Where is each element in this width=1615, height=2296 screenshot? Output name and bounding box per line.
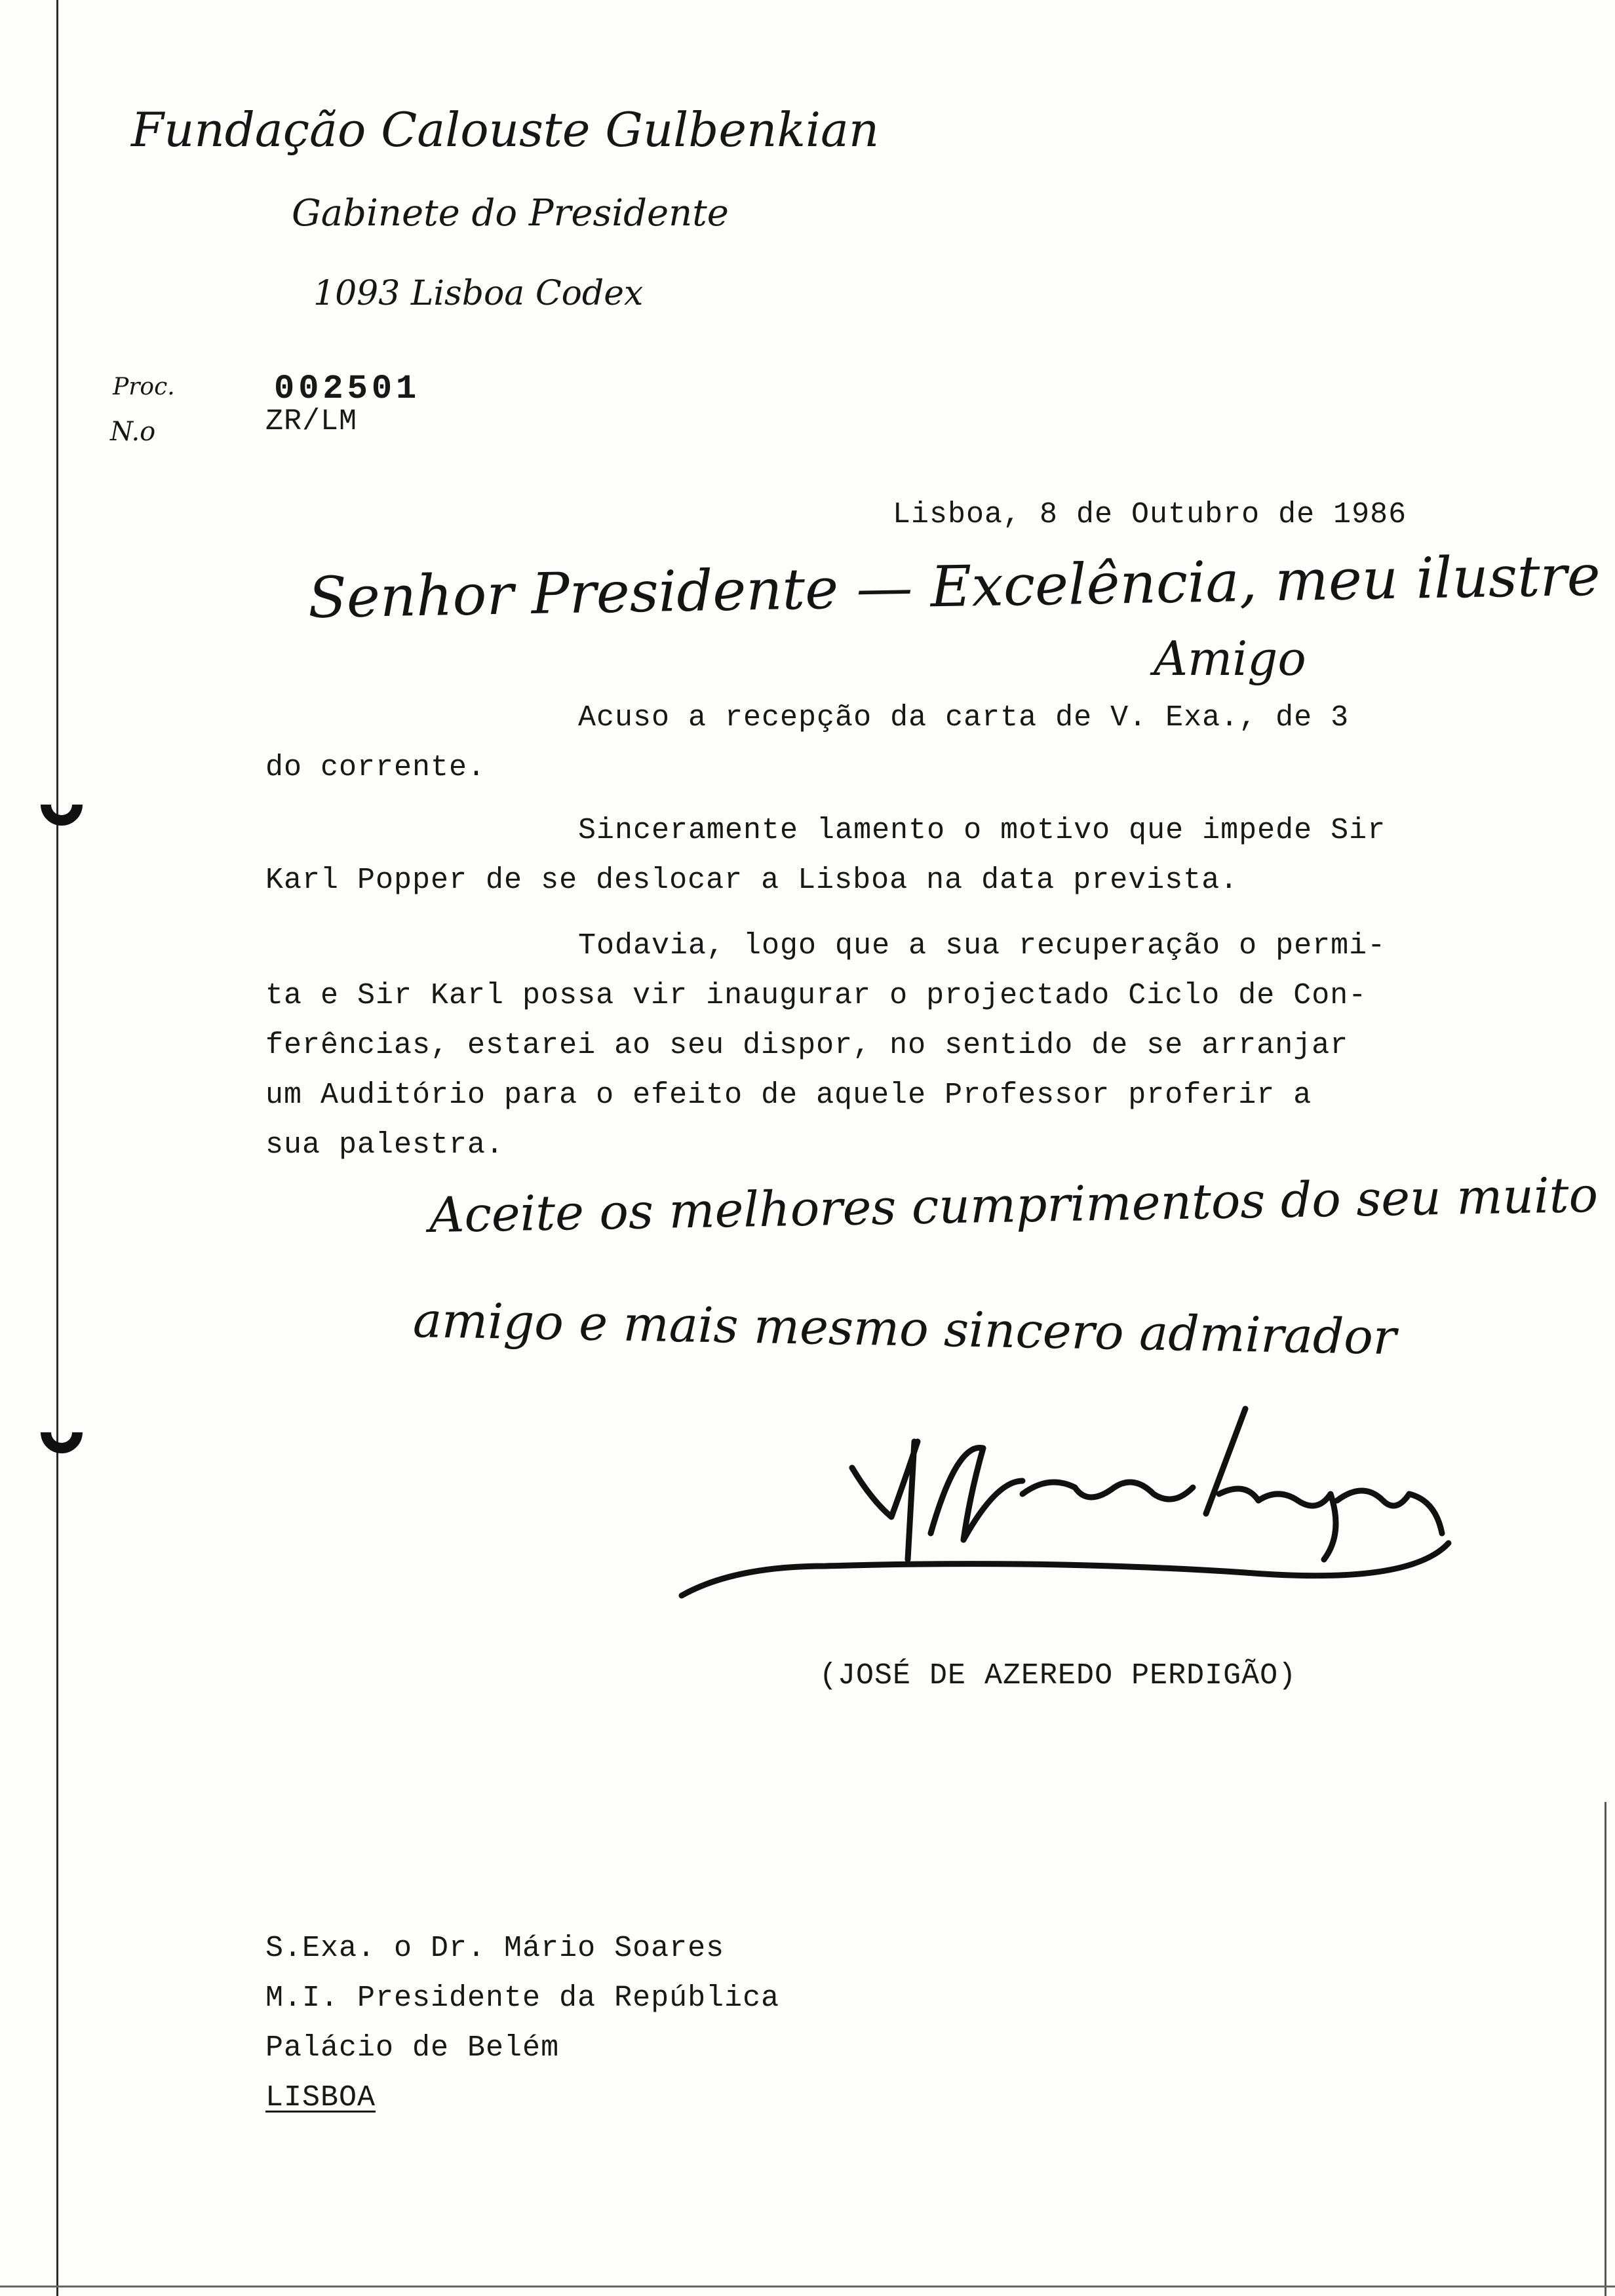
para2-line1: Sinceramente lamento o motivo que impede Sir: [578, 814, 1386, 847]
recipient-line2: M.I. Presidente da República: [265, 1981, 780, 2015]
para3-line3: ferências, estarei ao seu dispor, no sentido de se arranjar: [265, 1029, 1349, 1062]
letterhead-department: Gabinete do Presidente: [292, 192, 729, 235]
no-label: N.o: [110, 417, 156, 447]
para1-line2: do corrente.: [265, 751, 486, 784]
para3-line5: sua palestra.: [265, 1128, 505, 1162]
binder-hole-bottom: [32, 1403, 92, 1463]
para1-line1: Acuso a recepção da carta de V. Exa., de 3: [578, 701, 1350, 735]
proc-label: Proc.: [113, 373, 175, 400]
para3-line1: Todavia, logo que a sua recuperação o permi-: [578, 929, 1386, 963]
para3-line4: um Auditório para o efeito de aquele Professor proferir a: [265, 1079, 1312, 1112]
reference-number: 002501: [274, 370, 421, 408]
recipient-line4: LISBOA: [265, 2081, 376, 2114]
letterhead-address: 1093 Lisboa Codex: [313, 274, 644, 313]
reference-initials: ZR/LM: [265, 405, 358, 438]
date-line: Lisboa, 8 de Outubro de 1986: [893, 498, 1407, 531]
handwritten-signature: [655, 1402, 1475, 1612]
letterhead-institution: Fundação Calouste Gulbenkian: [131, 102, 880, 157]
recipient-line3: Palácio de Belém: [265, 2031, 560, 2065]
handwritten-salutation-cont: Amigo: [1154, 631, 1306, 686]
scan-left-edge: [56, 0, 58, 2296]
recipient-line1: S.Exa. o Dr. Mário Soares: [265, 1932, 725, 1965]
handwritten-salutation: Senhor Presidente — Excelência, meu ilustre: [307, 543, 1601, 631]
signer-name: (JOSÉ DE AZEREDO PERDIGÃO): [819, 1659, 1297, 1693]
handwritten-closing-line2: amigo e mais mesmo sincero admirador: [412, 1292, 1397, 1366]
scan-bottom-edge: [0, 2286, 1615, 2287]
para3-line2: ta e Sir Karl possa vir inaugurar o projectado Ciclo de Con-: [265, 979, 1367, 1012]
handwritten-closing-line1: Aceite os melhores cumprimentos do seu muito: [429, 1166, 1599, 1244]
para2-line2: Karl Popper de se deslocar a Lisboa na data prevista.: [265, 864, 1239, 897]
scan-right-edge: [1605, 1802, 1606, 2296]
binder-hole-top: [32, 775, 92, 835]
